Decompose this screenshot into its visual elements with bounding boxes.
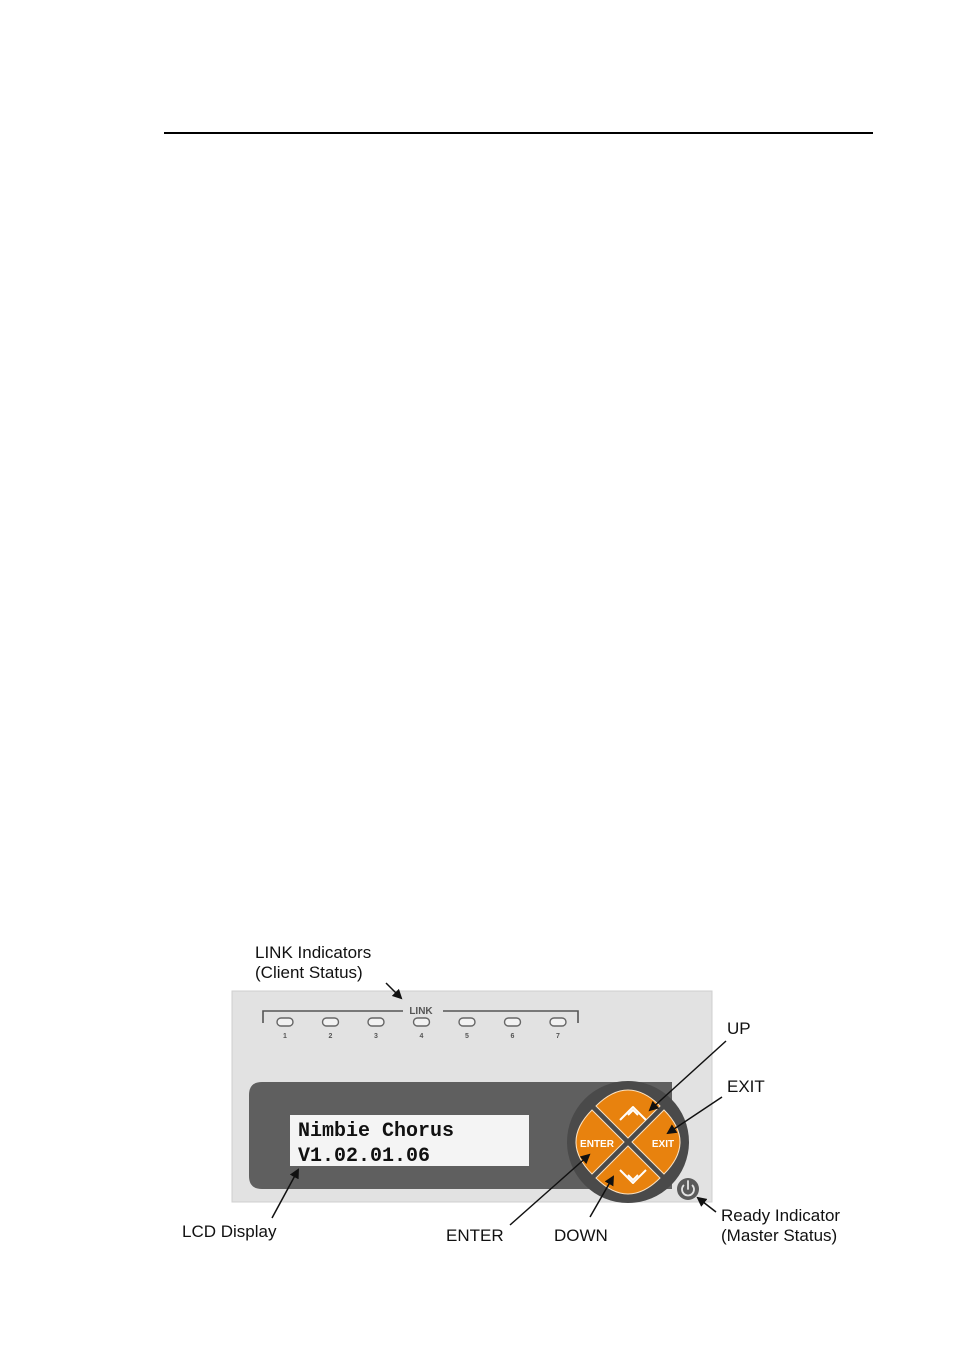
link-led-number: 7 xyxy=(556,1033,560,1040)
callout-enter: ENTER xyxy=(446,1226,504,1245)
enter-button-label: ENTER xyxy=(580,1139,614,1150)
link-led-number: 4 xyxy=(419,1033,424,1040)
power-icon xyxy=(677,1178,699,1200)
callout-down: DOWN xyxy=(554,1226,608,1245)
link-led-number: 6 xyxy=(510,1033,515,1040)
callout-ready-line2: (Master Status) xyxy=(721,1226,838,1245)
exit-button-label: EXIT xyxy=(651,1139,675,1150)
link-led-number: 5 xyxy=(465,1033,469,1040)
link-label: LINK xyxy=(409,1006,433,1017)
callout-link-line2: (Client Status) xyxy=(255,963,363,982)
callout-ready-line1: Ready Indicator xyxy=(721,1206,841,1225)
lcd-line-1: Nimbie Chorus xyxy=(298,1120,455,1143)
callout-lcd: LCD Display xyxy=(182,1222,277,1241)
callout-link-line1: LINK Indicators xyxy=(255,943,372,962)
lcd-line-2: V1.02.01.06 xyxy=(298,1145,431,1168)
link-led-number: 1 xyxy=(283,1033,287,1040)
callout-up: UP xyxy=(727,1019,751,1038)
link-led-number: 3 xyxy=(374,1033,378,1040)
callout-exit: EXIT xyxy=(727,1077,765,1096)
link-led-number: 2 xyxy=(328,1033,333,1040)
